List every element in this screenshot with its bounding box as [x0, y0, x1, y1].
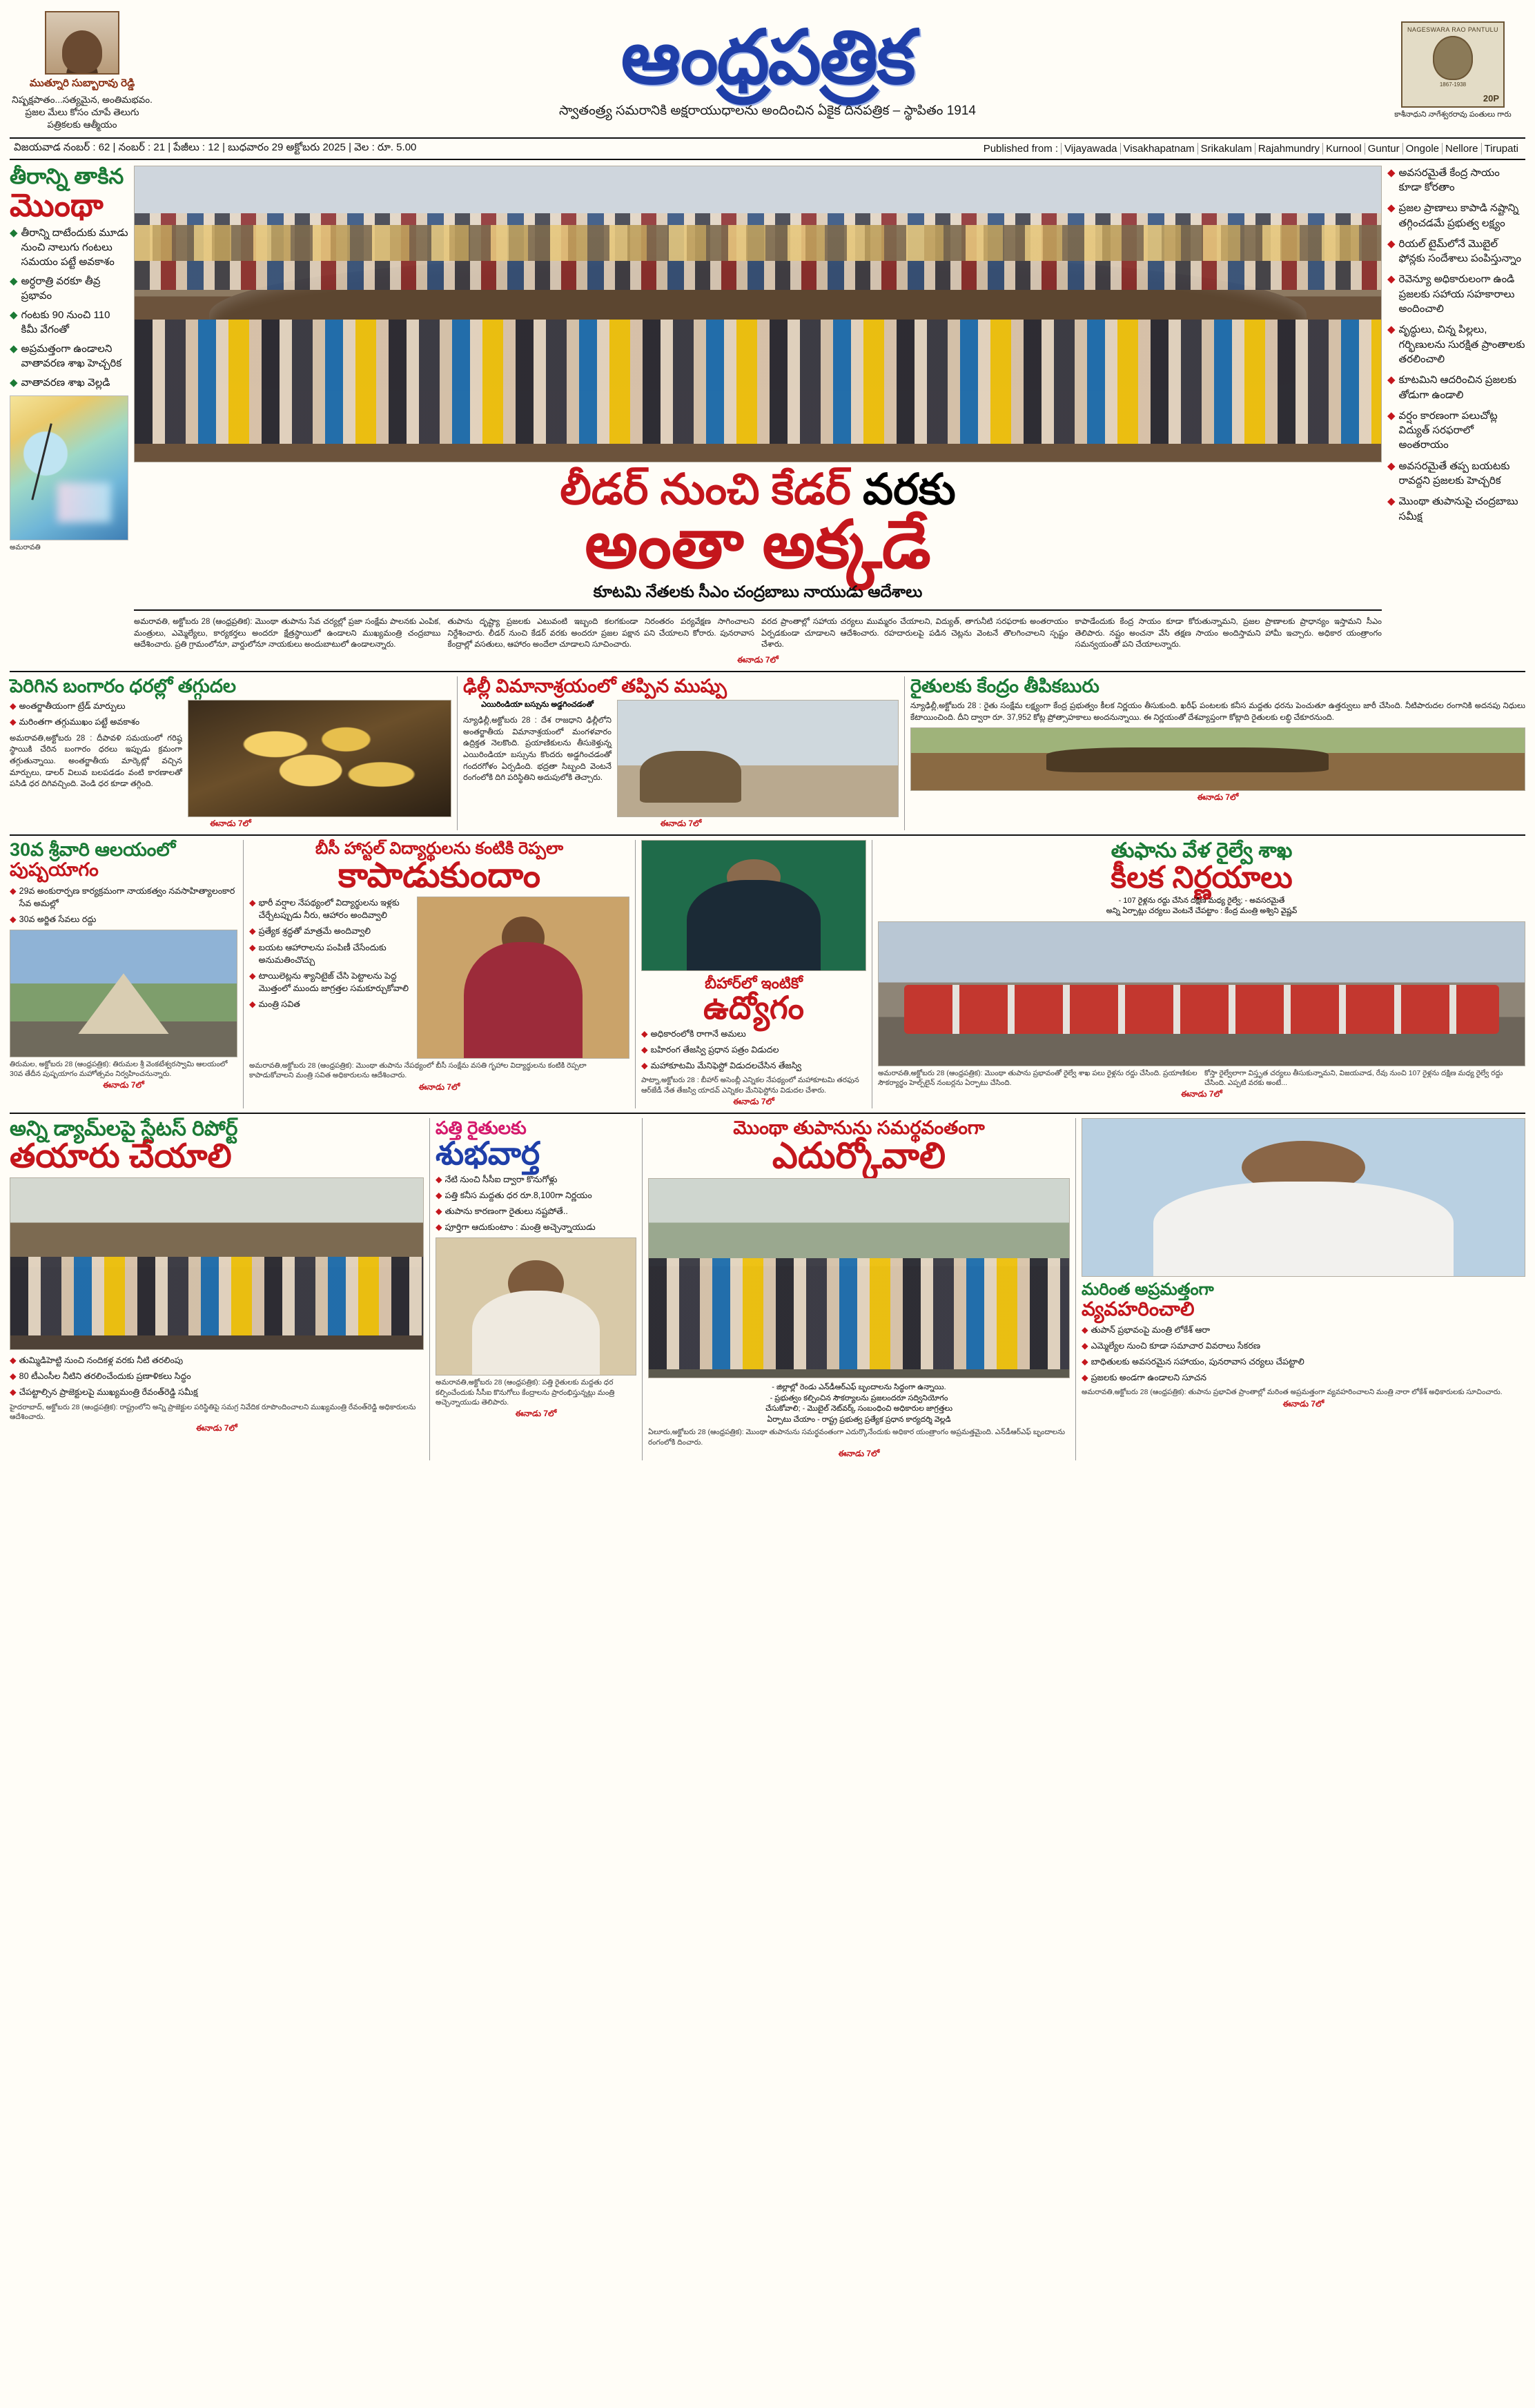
brand-logo: ఈనాడు 7లో — [1181, 1089, 1222, 1099]
bullet-icon: ◆ — [436, 1174, 442, 1184]
lokesh-caption: అమరావతి,అక్టోబరు 28 (ఆంధ్రపత్రిక): తుపాను ప్రభావిత ప్రాంతాల్లో మరింత అప్రమత్తంగా వ్యవహరించాలని మంత్రి నారా లోకేశ్ అధికారులకు సూచించారు. — [1082, 1388, 1503, 1397]
photo-people-back — [135, 213, 1381, 290]
list-item — [249, 941, 411, 966]
edition-tirupati: Tirupati — [1481, 143, 1521, 155]
list-item — [436, 1205, 636, 1217]
cm-review-photo — [134, 166, 1382, 462]
bc-minister-photo — [417, 897, 629, 1059]
brand-logo: ఈనాడు 7లో — [733, 1096, 774, 1106]
list-item — [10, 1354, 424, 1367]
photo-people-front — [135, 320, 1381, 444]
bullet-text: తుమ్మిడిహెట్టి నుంచి నందికళ్ల వరకు నీటి తరలింపు — [19, 1355, 184, 1366]
body-col-3: వరద ప్రాంతాల్లో సహాయ చర్యలు ముమ్మరం చేయాలని, విద్యుత్, తాగునీటి సరఫరాకు అంతరాయం ఏర్పడకుండా చూడాలని ఆదేశించారు. రహదారులపై పడిన చెట్లను వెంటనే తొలగించాలని స్పష్టం చేశారు. — [761, 618, 1068, 649]
list-item — [10, 226, 128, 269]
bullet-text: వాతావరణ శాఖ వెల్లడి — [21, 377, 110, 389]
list-item — [1082, 1371, 1525, 1384]
bullet-text: నేటి నుంచి సీసీఐ ద్వారా కొనుగోళ్లు — [444, 1174, 558, 1184]
bullet-text: 30వ అర్జిత సేవలు రద్దు — [19, 914, 97, 924]
stamp-years: 1867-1938 — [1439, 81, 1467, 88]
main-headline-block — [134, 465, 1382, 605]
edition-visakhapatnam: Visakhapatnam — [1120, 143, 1197, 155]
right-column — [1387, 166, 1525, 667]
farmers-field-photo — [910, 727, 1525, 791]
bullet-icon: ◆ — [641, 1061, 648, 1071]
tirumala-title: పుష్పయాగం — [10, 859, 99, 881]
bullet-text: ఎమ్మెల్యేల నుంచి కూడా సమాచార వివరాలు సేకరణ — [1091, 1341, 1261, 1351]
farmers-title: రైతులకు కేంద్రం తీపికబురు — [910, 676, 1099, 697]
headline-part-black: వరకు — [863, 465, 956, 513]
tirumala-caption: తిరుమల, అక్టోబరు 28 (ఆంధ్రపత్రిక): తిరుమల శ్రీ వెంకటేశ్వరస్వామి ఆలయంలో 30వ తేదీన పుష్పయాగం మహోత్సవం నిర్వహించనున్నారు. — [10, 1059, 228, 1079]
list-item — [1387, 322, 1525, 366]
edition-kurnool: Kurnool — [1322, 143, 1365, 155]
newspaper-title: ఆంధ్రపత్రిక — [620, 17, 915, 100]
list-item — [249, 897, 411, 921]
bullet-icon: ◆ — [436, 1222, 442, 1233]
bullet-icon: ◆ — [1387, 409, 1396, 422]
list-item — [10, 716, 182, 728]
main-headline-line1 — [134, 465, 1382, 513]
delhi-subhead: ఎయిరిండియా బస్సును అడ్డగించడంతో — [481, 701, 594, 709]
railway-sub1: - 107 రైళ్లను రద్దు చేసిన దక్షిణ మధ్య రైల్వే; - అవసరమైతే — [1118, 896, 1285, 905]
list-item — [10, 885, 237, 910]
bullet-icon: ◆ — [436, 1206, 442, 1217]
body-col-1: అమరావతి, అక్టోబరు 28 (ఆంధ్రప్రతిక): మొంథా తుపాను సేవ చర్యల్లో ప్రజా సంక్షేమ పాలనకు ఎంపిక, మంత్రులు, ఎమ్మెల్యేలు, కార్యకర్తలు అందరూ క్షేత్రస్థాయిలో ఉండాలని ముఖ్యమంత్రి చంద్రబాబు ఆదేశించారు. ప్రతి గ్రామంలోనూ, వార్డులోనూ నాయకులు అందుబాటులో ఉండాలన్నారు. — [134, 618, 441, 649]
dams-kicker: అన్ని డ్యామ్‌లపై స్టేటస్ రిపోర్ట్ — [10, 1117, 238, 1140]
bullet-text: బహిరంగ తేజస్వి ప్రధాన పత్రం విడుదల — [650, 1045, 779, 1055]
bullet-icon: ◆ — [436, 1190, 442, 1200]
list-item — [10, 700, 182, 712]
list-item — [641, 1059, 866, 1072]
bullet-icon: ◆ — [249, 898, 256, 908]
gold-jewellery-photo — [188, 700, 451, 817]
dams-meeting-photo — [10, 1177, 424, 1350]
cyclone-sub3: చేసుకోవాలి; - మొబైల్ నెట్‌వర్క్ సంబంధించి అధికారుల జాగ్రత్తలు — [765, 1404, 953, 1413]
bullet-icon: ◆ — [1082, 1357, 1088, 1367]
cyclone-face-kicker: మొంథా తుపానును సమర్థవంతంగా — [733, 1117, 985, 1138]
bullet-text: రెవెన్యూ అధికారులంగా ఉండి ప్రజలకు సహాయ సహకారాలు అందించాలి — [1398, 273, 1515, 315]
illustration-artwork — [10, 395, 128, 540]
masthead-center — [155, 17, 1380, 121]
bihar-tejashwi-photo — [641, 840, 866, 971]
postage-stamp — [1401, 21, 1505, 108]
bullet-text: బయట ఆహారాలను పంపిణీ చేసేందుకు అనుమతించొచ్చు — [258, 942, 387, 965]
bullet-icon: ◆ — [249, 942, 256, 952]
tirumala-kicker: 30వ శ్రీవారి ఆలయంలో — [10, 839, 176, 861]
list-item — [249, 970, 411, 995]
delhi-airport-photo — [617, 700, 899, 817]
lokesh-kicker: మరింత అప్రమత్తంగా — [1082, 1280, 1214, 1299]
cyclone-headline: మొంథా — [10, 187, 104, 224]
list-item — [1387, 494, 1525, 524]
bullet-text: తీరాన్ని దాటేందుకు మూడు నుంచి నాలుగు గంటలు సమయం పట్టే అవకాశం — [21, 227, 128, 268]
masthead — [10, 7, 1525, 133]
list-item — [436, 1189, 636, 1202]
bullet-text: అప్రమత్తంగా ఉండాలని వాతావరణ శాఖ హెచ్చరిక — [21, 343, 122, 370]
info-bar — [10, 137, 1525, 160]
bullet-icon: ◆ — [1082, 1373, 1088, 1383]
masthead-tagline: నిష్పక్షపాతం...సత్యమైన, అంతిమభవం. ప్రజల మేలు కోసం చూపే తెలుగు పత్రికలకు ఆత్మీయం — [12, 95, 153, 130]
published-label: Published from : — [983, 142, 1059, 155]
edition-rajahmundry: Rajahmundry — [1255, 143, 1322, 155]
main-story — [134, 166, 1382, 667]
cotton-title: శుభవార్త — [436, 1135, 540, 1171]
cotton-minister-photo — [436, 1237, 636, 1376]
bullet-icon: ◆ — [1082, 1341, 1088, 1351]
masthead-left — [10, 11, 155, 132]
list-item — [436, 1221, 636, 1233]
bullet-icon: ◆ — [1387, 273, 1396, 286]
bullet-text: కూటమిని ఆదరించిన ప్రజలకు తోడుగా ఉండాలి — [1398, 374, 1517, 401]
bullet-text: అధికారంలోకి రాగానే అమలు — [650, 1029, 746, 1039]
bullet-icon: ◆ — [249, 926, 256, 937]
bihar-kicker: బీహార్‌లో ఇంటికో — [705, 975, 803, 992]
brand-logo: ఈనాడు 7లో — [418, 1081, 460, 1092]
left-note: అమరావతి — [10, 543, 41, 552]
edition-nellore: Nellore — [1442, 143, 1481, 155]
bullet-icon: ◆ — [1387, 460, 1396, 472]
bullet-text: తుపాను కారణంగా రైతులు నష్టపోతే.. — [444, 1206, 568, 1217]
list-item — [641, 1028, 866, 1040]
lokesh-title: వ్యవహరించాలి — [1082, 1298, 1195, 1320]
brand-logo: ఈనాడు 7లో — [103, 1080, 144, 1090]
list-item — [1082, 1355, 1525, 1368]
story-cyclone-face — [642, 1118, 1070, 1460]
brand-logo: ఈనాడు 7లో — [838, 1448, 880, 1458]
photo-people-front — [10, 1257, 423, 1335]
story-dams — [10, 1118, 424, 1460]
headline-part-red: లీడర్ నుంచి కేడర్ — [560, 465, 851, 513]
bullet-text: పూర్తిగా ఆదుకుంటాం : మంత్రి అచ్చెన్నాయుడు — [444, 1222, 596, 1233]
bullet-text: పత్తి కనీస మద్దతు ధర రూ.8,100గా నిర్ణయం — [444, 1190, 592, 1200]
list-item — [1387, 409, 1525, 453]
bullet-icon: ◆ — [641, 1045, 648, 1055]
cyclone-sub4: ఏర్పాటు చేయాం - రాష్ట్ర ప్రభుత్వ ప్రత్యేక ప్రధాన కార్యదర్శి వెల్లడి — [767, 1415, 951, 1424]
list-item — [10, 342, 128, 371]
bullet-text: టాయిలెట్లను శ్యానిటైజ్ చేసి పెట్టాలను పెద్ద మొత్తంలో ముందు జాగ్రత్తల సమకూర్చుకోవాలి — [258, 970, 409, 993]
bullet-icon: ◆ — [10, 227, 18, 239]
bullet-icon: ◆ — [10, 701, 17, 712]
bullet-icon: ◆ — [249, 970, 256, 981]
brand-logo: ఈనాడు 7లో — [1197, 792, 1239, 802]
railway-kicker: తుఫాను వేళ రైల్వే శాఖ — [1111, 839, 1293, 863]
bullet-text: మహాకూటమి మేనిఫెస్టో విడుదలచేసిన తేజస్వి — [650, 1061, 802, 1071]
bullet-icon: ◆ — [1387, 202, 1396, 215]
body-col-2: తుపాను దృష్ట్యా ప్రజలకు ఎటువంటి ఇబ్బంది కలగకుండా నిరంతరం పర్యవేక్షణ సాగించాలని నిర్దేశించారు. లీడర్ నుంచి కేడర్ వరకు అందరూ ప్రజల పక్షాన పని చేయాలని కోరారు. పునరావాస కేంద్రాల్లో వసతులు, ఆహారం అందేలా చూడాలని సూచించారు. — [447, 618, 754, 649]
bullet-text: అర్ధరాత్రి వరకూ తీవ్ర ప్రభావం — [21, 275, 101, 302]
bullet-text: వృద్ధులు, చిన్న పిల్లలు, గర్భిణులను సురక్షిత ప్రాంతాలకు తరలించాలి — [1398, 324, 1525, 365]
bullet-text: రియల్ టైమ్‌లోనే మొబైల్ ఫోన్లకు సందేశాలు పంపిస్తున్నాం — [1398, 237, 1522, 265]
list-item — [10, 913, 237, 926]
delhi-title: ఢిల్లీ విమానాశ్రయంలో తప్పిన ముష్పు — [463, 676, 727, 697]
lokesh-photo — [1082, 1118, 1525, 1277]
bullet-text: భారీ వర్షాల నేపథ్యంలో విద్యార్థులను ఇళ్లకు చేర్చేటప్పుడు నీరు, ఆహారం అందివ్వాలి — [258, 898, 400, 921]
bullet-icon: ◆ — [10, 717, 17, 727]
bullet-icon: ◆ — [10, 914, 17, 924]
railway-caption-right: కోస్తా రైల్వేలాగా విస్తృత చర్యలు తీసుకున్నామని, విజయవాడ, రేవు నుంచి 107 రైళ్లను దక్షిణ మధ్య రైల్వే రద్దు చేసింది. ఎప్పటి వరకు అంటే... — [1204, 1068, 1503, 1088]
edition-info: విజయవాడ నంబర్ : 62 | నంబర్ : 21 | పేజీలు : 12 | బుధవారం 29 అక్టోబరు 2025 | వెల : రూ. 5.00 — [14, 141, 417, 153]
bullet-text: చేపట్టాల్సిన ప్రాజెక్టులపై ముఖ్యమంత్రి రేవంత్‌రెడ్డి సమీక్ష — [19, 1387, 198, 1398]
bullet-icon: ◆ — [1387, 166, 1396, 179]
railway-title: కీలక నిర్ణయాలు — [1111, 860, 1293, 894]
newspaper-subtitle: స్వాతంత్ర్య సమరానికి అక్షరాయుధాలను అందించిన ఏకైక దినపత్రిక – స్థాపితం 1914 — [559, 104, 976, 119]
bullet-text: బాధితులకు అవసరమైన సహాయం, పునరావాస చర్యలు చేపట్టాలి — [1091, 1357, 1304, 1367]
story-farmers — [904, 676, 1525, 830]
list-item — [1387, 459, 1525, 489]
cyclone-crowd-photo — [648, 1178, 1070, 1378]
story-bc-hostel — [243, 840, 629, 1108]
list-item — [10, 1386, 424, 1398]
left-column — [10, 166, 128, 667]
bc-caption: అమరావతి,అక్టోబరు 28 (ఆంధ్రపత్రిక): మొంథా తుపాను నేపథ్యంలో బీసీ సంక్షేమ వసతి గృహాల విద్యార్థులను కంటికి రెప్పలా కాపాడుకోవాలని మంత్రి సవిత అధికారులను ఆదేశించారు. — [249, 1061, 587, 1080]
bullet-text: అవసరమైతే తప్ప బయటకు రావద్దని ప్రజలకు హెచ్చరిక — [1398, 460, 1510, 487]
cyclone-sub2: - ప్రభుత్వం కల్పించిన సౌకర్యాలను ప్రజలందరూ సద్వినియోగం — [770, 1393, 948, 1402]
bullet-text: గంటకు 90 నుంచి 110 కిమీ వేగంతో — [21, 309, 110, 336]
bullet-icon: ◆ — [10, 1355, 17, 1366]
bullet-icon: ◆ — [1387, 496, 1396, 508]
bullet-icon: ◆ — [10, 1387, 17, 1398]
edition-ongole: Ongole — [1402, 143, 1442, 155]
stamp-value: 20P — [1483, 93, 1499, 104]
list-item — [1387, 272, 1525, 316]
edition-vijayawada: Vijayawada — [1061, 143, 1120, 155]
row-three — [10, 840, 1525, 1108]
tirumala-temple-photo — [10, 930, 237, 1057]
railway-sub2: అన్ని ఏర్పాట్లు చర్యలు వెంటనే చేపట్టాం : కేంద్ర మంత్రి అశ్విని వైష్ణవ్ — [1106, 907, 1298, 916]
bihar-caption: పాట్నా,అక్టోబరు 28 : బీహార్ అసెంబ్లీ ఎన్నికల నేపథ్యంలో మహాకూటమి తరఫున ఆర్‌జేడీ నేత తేజస్వి యాదవ్ ఎన్నికల మేనిఫెస్టోను విడుదల చేశారు. — [641, 1076, 859, 1095]
story-bihar — [635, 840, 866, 1108]
story-gold — [10, 676, 451, 830]
bullet-text: 80 టీఎంసీల నీటిని తరలించేందుకు ప్రణాళికలు సిద్ధం — [19, 1371, 191, 1382]
main-headline-line2: అంతా అక్కడే — [585, 508, 931, 583]
list-item — [10, 308, 128, 337]
bullet-icon: ◆ — [1387, 237, 1396, 250]
list-item — [436, 1173, 636, 1186]
bullet-icon: ◆ — [1082, 1324, 1088, 1335]
bullet-icon: ◆ — [10, 377, 18, 389]
list-item — [1082, 1340, 1525, 1352]
list-item — [10, 274, 128, 303]
list-item — [1387, 373, 1525, 402]
brand-logo: ఈనాడు 7లో — [196, 1422, 237, 1433]
edition-srikakulam: Srikakulam — [1197, 143, 1255, 155]
list-item — [249, 998, 411, 1010]
photo-people-front — [649, 1258, 1069, 1369]
stamp-top-text: NAGESWARA RAO PANTULU — [1407, 26, 1498, 34]
gold-title: పెరిగిన బంగారం ధరల్లో తగ్గుదల — [10, 676, 237, 697]
founder-name: ముత్నూరి సుబ్బారావు రెడ్డి — [29, 77, 135, 89]
cyclone-sub1: - జిల్లాల్లో రెండు ఎన్‌డీఆర్‌ఎఫ్ బృందాలను సిద్ధంగా ఉన్నాయి. — [772, 1382, 946, 1391]
list-item — [1387, 166, 1525, 195]
cyclone-kicker: తీరాన్ని తాకిన — [10, 164, 124, 188]
list-item — [641, 1044, 866, 1056]
bullet-icon: ◆ — [1387, 324, 1396, 336]
bullet-text: అంతర్జాతీయంగా ట్రేడ్ మార్పులు — [19, 701, 126, 712]
bullet-icon: ◆ — [10, 1371, 17, 1382]
brand-logo: ఈనాడు 7లో — [660, 819, 702, 829]
cyclone-caption: ఏలూరు,అక్టోబరు 28 (ఆంధ్రపత్రిక): మొంథా తుపానును సమర్థవంతంగా ఎదుర్కొనేందుకు అధికార యంత్రాంగం అప్రమత్తమైంది. ఎన్‌డీఆర్‌ఎఫ్ బృందాలను రంగంలోకి దించారు. — [648, 1428, 1065, 1447]
stamp-portrait-icon — [1433, 36, 1473, 80]
story-lokesh — [1075, 1118, 1525, 1460]
cotton-caption: అమరావతి,అక్టోబరు 28 (ఆంధ్రపత్రిక): పత్తి రైతులకు మద్దతు ధర కల్పించేందుకు సీసీఐ కొనుగోలు కేంద్రాలను ప్రారంభిస్తున్నట్లు మంత్రి అచ్చెన్నాయుడు తెలిపారు. — [436, 1378, 615, 1407]
cotton-kicker: పత్తి రైతులకు — [436, 1117, 527, 1138]
bullet-icon: ◆ — [249, 999, 256, 1010]
brand-logo: ఈనాడు 7లో — [515, 1408, 557, 1418]
gold-text: అమరావతి,అక్టోబరు 28 : దీపావళి సమయంలో గరిష్ఠ స్థాయికి చేరిన బంగారం ధరలు ఇప్పుడు క్రమంగా తగ్గుతున్నాయి. అంతర్జాతీయ మార్కెట్లో వచ్చిన మార్పులు, డాలర్ విలువ బలపడడం వంటి కారణాలతో పసిడి ధర దిగివచ్చింది. వెండి ధర కూడా తగ్గింది. — [10, 734, 182, 789]
stamp-caption: కాశీనాధుని నాగేశ్వరరావు పంతులు గారు — [1394, 110, 1512, 119]
edition-guntur: Guntur — [1365, 143, 1402, 155]
published-from — [981, 143, 1521, 155]
bullet-icon: ◆ — [10, 343, 18, 355]
bullet-text: మంత్రి సవిత — [258, 999, 300, 1010]
railway-caption-left: అమరావతి,అక్టోబరు 28 (ఆంధ్రపత్రిక): మొంథా తుపాను ప్రభావంతో రైల్వే శాఖ పలు రైళ్లను రద్దు చేసింది. ప్రయాణికుల సౌకర్యార్థం హెల్ప్‌లైన్ నంబర్లను ఏర్పాటు చేసింది. — [878, 1068, 1197, 1088]
brand-logo: ఈనాడు 7లో — [210, 819, 251, 829]
story-railway — [872, 840, 1525, 1108]
row-two — [10, 676, 1525, 830]
top-section — [10, 166, 1525, 667]
bullet-text: ప్రత్యేక శ్రద్ధతో మాత్రమే అందివ్వాలి — [258, 926, 371, 937]
bullet-icon: ◆ — [10, 309, 18, 322]
farmers-text: న్యూఢిల్లీ,అక్టోబరు 28 : రైతు సంక్షేమ లక్ష్యంగా కేంద్ర ప్రభుత్వం కీలక నిర్ణయం తీసుకుంది. ఖరీఫ్ పంటలకు కనీస మద్దతు ధరను పెంచుతూ ఉత్తర్వులు జారీ చేసింది. నీటిపారుదల రంగానికి అదనపు నిధులు కేటాయించింది. దీని ద్వారా రూ. 37,952 కోట్ల ప్రోత్సాహకాలు అందనున్నాయి. ఈ నిర్ణయంతో దేశవ్యాప్తంగా కోట్లాది రైతులకు లబ్ధి చేకూరనుంది. — [910, 702, 1525, 722]
main-subhead: కూటమి నేతలకు సీఎం చంద్రబాబు నాయుడు ఆదేశాలు — [593, 583, 923, 601]
bullet-text: వర్షం కారణంగా పలుచోట్ల విద్యుత్ సరఫరాలో అంతరాయం — [1398, 409, 1498, 451]
delhi-text: న్యూఢిల్లీ,అక్టోబరు 28 : దేశ రాజధాని ఢిల్లీలోని అంతర్జాతీయ విమానాశ్రయంలో మంగళవారం ఉద్రిక్తత నెలకొంది. ప్రయాణికులను తీసుకెళ్తున్న ఎయిరిండియా బస్సును కొందరు అడ్డగించడంతో గందరగోళం ఏర్పడింది. భద్రతా సిబ్బంది వెంటనే రంగంలోకి దిగి పరిస్థితిని అదుపులోకి తెచ్చారు. — [463, 716, 612, 783]
railway-train-photo — [878, 921, 1525, 1066]
list-item — [10, 375, 128, 390]
dams-title: తయారు చేయాలి — [10, 1138, 232, 1175]
masthead-right — [1380, 21, 1525, 121]
bc-kicker: బీసీ హాస్టల్ విద్యార్థులను కంటికి రెప్పలా — [315, 839, 564, 859]
brand-logo: ఈనాడు 7లో — [737, 655, 779, 665]
bullet-text: ప్రజలకు అండగా ఉండాలని సూచన — [1091, 1373, 1206, 1383]
bullet-text: మరింతగా తగ్గుముఖం పట్టే అవకాశం — [19, 717, 140, 727]
bullet-icon: ◆ — [1387, 374, 1396, 386]
cyclone-bullets — [10, 226, 128, 390]
main-body-text — [134, 616, 1382, 651]
story-delhi — [457, 676, 899, 830]
story-tirumala — [10, 840, 237, 1108]
cyclone-face-title: ఎదుర్కోవాలి — [772, 1135, 946, 1176]
founder-portrait — [45, 11, 119, 75]
row-four — [10, 1118, 1525, 1460]
dams-caption: హైదరాబాద్, అక్టోబరు 28 (ఆంధ్రపత్రిక): రాష్ట్రంలోని అన్ని ప్రాజెక్టుల పరిస్థితిపై సమగ్ర నివేదిక రూపొందించాలని ముఖ్యమంత్రి రేవంత్‌రెడ్డి అధికారులను ఆదేశించారు. — [10, 1402, 416, 1421]
bullet-text: ప్రజల ప్రాణాలు కాపాడి నష్టాన్ని తగ్గించడమే ప్రభుత్వ లక్ష్యం — [1398, 202, 1519, 229]
list-item — [1387, 201, 1525, 231]
brand-logo: ఈనాడు 7లో — [1282, 1398, 1324, 1409]
body-col-4: కాపాడేందుకు కేంద్ర సాయం కూడా కోరుతున్నామని, ప్రజల ప్రాణాలకు ప్రాధాన్యం ఇస్తామని సీఎం తెలిపారు. నష్టం అంచనా వేసి తక్షణ సాయం అందిస్తామని హామీ ఇచ్చారు. అధికార యంత్రాంగం సమన్వయంతో పని చేయాలన్నారు. — [1075, 618, 1382, 649]
bullet-text: తుపాన్ ప్రభావంపై మంత్రి లోకేశ్ ఆరా — [1091, 1324, 1211, 1335]
list-item — [10, 1370, 424, 1382]
bullet-icon: ◆ — [641, 1029, 648, 1039]
bullet-icon: ◆ — [10, 275, 18, 288]
bullet-text: మొంథా తుపానుపై చంద్రబాబు సమీక్ష — [1398, 496, 1518, 522]
bullet-icon: ◆ — [10, 885, 17, 896]
bullet-text: అవసరమైతే కేంద్ర సాయం కూడా కోరతాం — [1398, 166, 1500, 193]
list-item — [1387, 237, 1525, 266]
list-item — [249, 925, 411, 937]
bihar-title: ఉద్యోగం — [703, 990, 804, 1026]
story-cotton — [429, 1118, 636, 1460]
list-item — [1082, 1324, 1525, 1336]
bullet-text: 29వ అంకురార్పణ కార్యక్రమంగా నాయకత్వం నవసాహిత్యాలంకార సేవ అమల్లో — [19, 885, 235, 908]
bc-title: కాపాడుకుందాం — [338, 856, 541, 895]
